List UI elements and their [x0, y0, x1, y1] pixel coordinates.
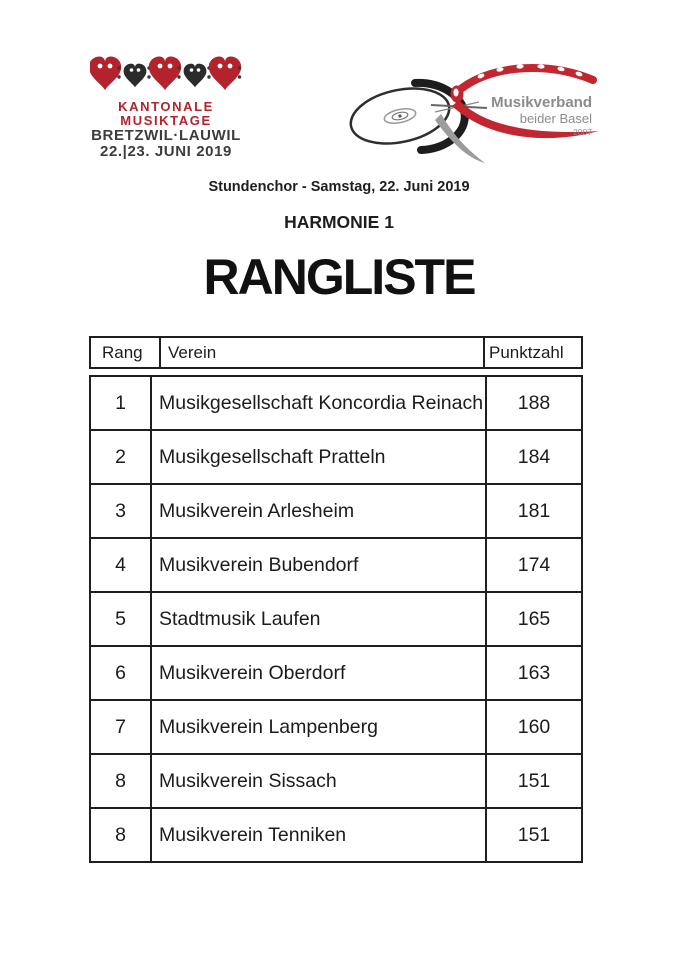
table-row [90, 538, 582, 592]
points-cell: 188 [486, 376, 582, 430]
club-cell: Musikverein Arlesheim [151, 484, 486, 538]
rank-cell: 2 [90, 430, 151, 484]
club-cell: Musikverein Tenniken [151, 808, 486, 862]
cymbal-logo-icon [345, 50, 605, 165]
event-logo-line3: BRETZWIL·LAUWIL [91, 127, 241, 144]
club-cell: Musikverein Bubendorf [151, 538, 486, 592]
event-logo [88, 50, 244, 159]
club-cell: Stadtmusik Laufen [151, 592, 486, 646]
table-row [90, 430, 582, 484]
points-cell: 151 [486, 754, 582, 808]
event-subtitle: Stundenchor - Samstag, 22. Juni 2019 [208, 179, 470, 195]
points-cell: 165 [486, 592, 582, 646]
association-region: beider Basel [519, 111, 592, 126]
club-cell: Musikgesellschaft Pratteln [151, 430, 486, 484]
table-row [90, 808, 582, 862]
table-row [90, 700, 582, 754]
association-year: 2007 [573, 127, 592, 137]
event-logo-line4: 22.|23. JUNI 2019 [100, 142, 232, 160]
header-row [90, 337, 582, 368]
header-club: Verein [160, 337, 484, 368]
header-points: Punktzahl [484, 337, 582, 368]
points-cell: 174 [486, 538, 582, 592]
association-logo [345, 50, 605, 165]
category-title: HARMONIE 1 [284, 212, 394, 232]
points-cell: 160 [486, 700, 582, 754]
ranking-table [89, 375, 583, 863]
rank-cell: 3 [90, 484, 151, 538]
rank-cell: 8 [90, 754, 151, 808]
points-cell: 181 [486, 484, 582, 538]
event-logo-line1: KANTONALE [118, 99, 214, 114]
rank-cell: 4 [90, 538, 151, 592]
points-cell: 163 [486, 646, 582, 700]
rank-cell: 1 [90, 376, 151, 430]
page-title: RANGLISTE [203, 249, 475, 305]
rank-cell: 7 [90, 700, 151, 754]
points-cell: 184 [486, 430, 582, 484]
header-rank: Rang [90, 337, 160, 368]
club-cell: Musikverein Lampenberg [151, 700, 486, 754]
ranking-table-header [89, 336, 583, 369]
table-row [90, 754, 582, 808]
table-row [90, 646, 582, 700]
club-cell: Musikverein Oberdorf [151, 646, 486, 700]
table-row [90, 484, 582, 538]
club-cell: Musikverein Sissach [151, 754, 486, 808]
association-name: Musikverband [491, 94, 592, 111]
table-row [90, 376, 582, 430]
rank-cell: 8 [90, 808, 151, 862]
table-row [90, 592, 582, 646]
event-logo-line2: MUSIKTAGE [120, 113, 212, 128]
rank-cell: 5 [90, 592, 151, 646]
club-cell: Musikgesellschaft Koncordia Reinach [151, 376, 486, 430]
points-cell: 151 [486, 808, 582, 862]
heart-clefs-icon [90, 50, 242, 98]
rank-cell: 6 [90, 646, 151, 700]
